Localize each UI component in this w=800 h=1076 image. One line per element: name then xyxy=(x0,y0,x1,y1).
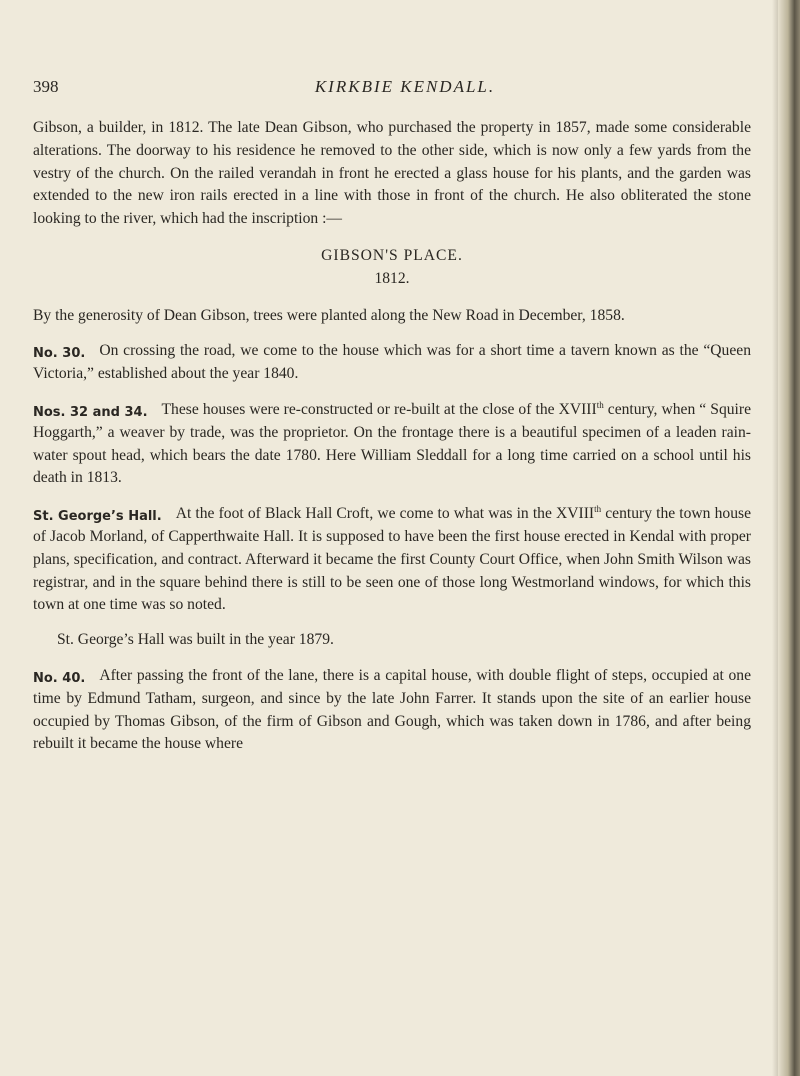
paragraph: By the generosity of Dean Gibson, trees were planted along the New Road in December, 1858. xyxy=(33,306,625,324)
section-no-30 xyxy=(33,340,751,386)
page-number: 398 xyxy=(33,77,59,96)
section-no-40 xyxy=(33,665,751,756)
inscription-year: 1812. xyxy=(374,269,410,287)
section-text: century the town house of Jacob Morland, of Capperthwaite Hall. It is supposed to have been the first house erected in Kendal with proper plans, specification, and contract. Afterward it became the first County Court Office, when John Smith Wilson was registrar, and in the square behind there is still to be seen one of those long Westmorland windows, for which this town at one time was so noted. xyxy=(33,505,751,614)
section-text: These houses were re-constructed or re-built at the close of the XVIII xyxy=(161,400,597,418)
inscription-title: GIBSON'S PLACE. xyxy=(321,246,463,264)
section-text: century, when “ Squire Hoggarth,” a weaver by trade, was the proprietor. On the frontage there is a beautiful specimen of a leaden rain-water spout head, which bears the date 1780. Here William Sleddall for a long time carried on a school until his death in 1813. xyxy=(33,400,752,487)
section-text: At the foot of Black Hall Croft, we come to what was in the XVIII xyxy=(175,505,595,523)
section-heading: St. George’s Hall. xyxy=(33,509,162,525)
section-text: After passing the front of the lane, there is a capital house, with double flight of steps, occupied at one time by Edmund Tatham, surgeon, and since by the late John Farrer. It stands upon the site of an earlier house occupied by Thomas Gibson, of the firm of Gibson and Gough, which was taken down in 1786, and after being rebuilt it became the house where xyxy=(33,666,751,753)
page-edge xyxy=(778,0,800,1076)
section-heading: Nos. 32 and 34. xyxy=(33,404,148,420)
superscript: th xyxy=(594,503,602,514)
section-heading: No. 40. xyxy=(33,670,86,686)
section-nos-32-34 xyxy=(33,399,751,490)
paragraph: St. George’s Hall was built in the year 1879. xyxy=(57,631,334,649)
page-body xyxy=(33,117,751,756)
superscript: th xyxy=(596,399,604,410)
section-heading: No. 30. xyxy=(33,346,86,362)
section-text: On crossing the road, we come to the house which was for a short time a tavern known as the “Queen Victoria,” established about the year 1840. xyxy=(33,342,751,383)
section-st-georges-hall xyxy=(33,503,751,617)
running-head: KIRKBIE KENDALL. xyxy=(314,77,496,96)
paragraph: Gibson, a builder, in 1812. The late Dean Gibson, who purchased the property in 1857, made some considerable alterations. The doorway to his residence he removed to the other side, which is now only a few yards from the vestry of the church. On the railed verandah in front he erected a glass house for his plants, and the garden was extended to the new iron rails erected in a line with those in front of the church. He also obliterated the stone looking to the river, which had the inscription :— xyxy=(33,119,751,228)
page-header xyxy=(0,77,800,101)
